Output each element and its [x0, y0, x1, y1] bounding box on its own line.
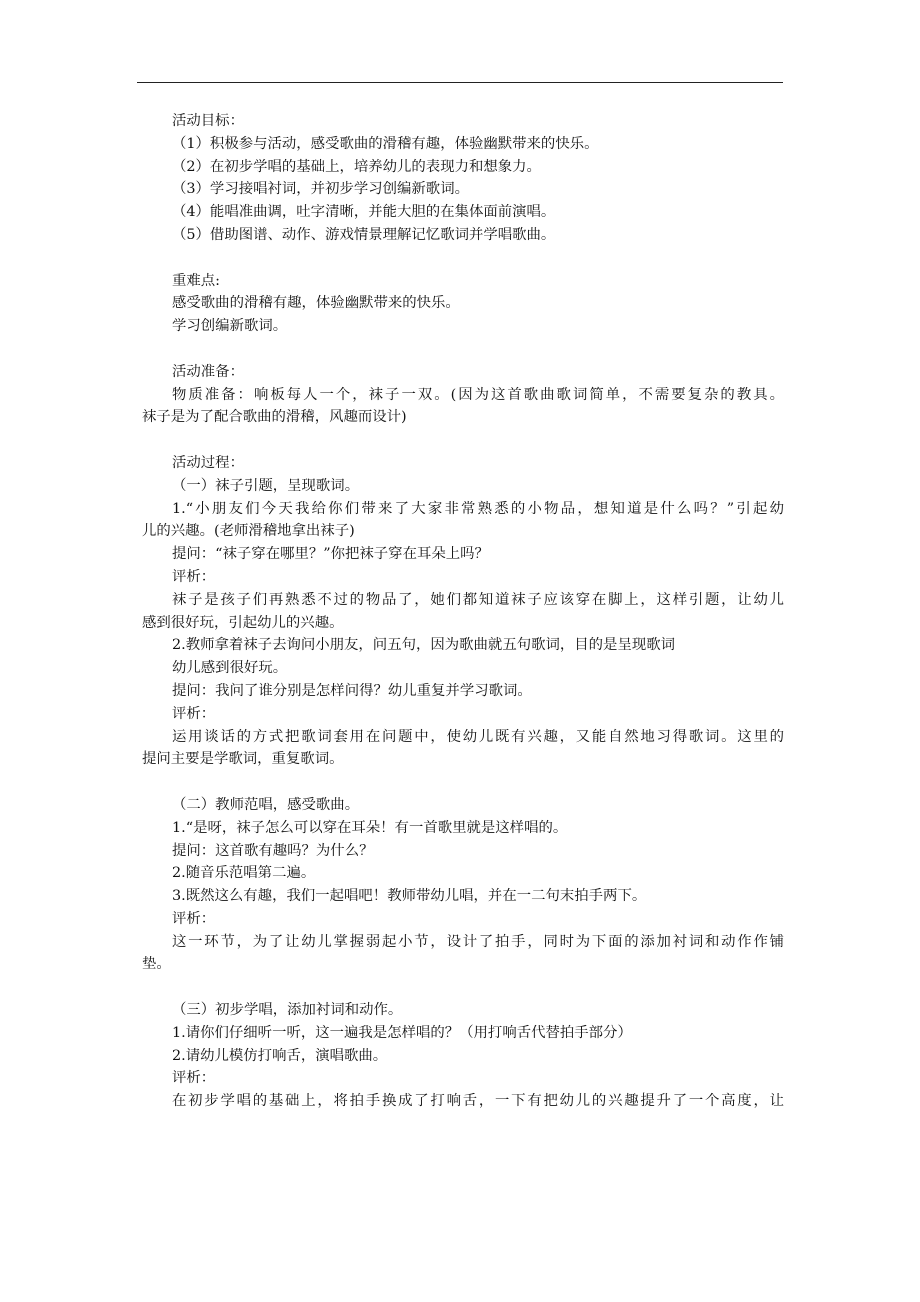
preparation-text: 袜子是为了配合歌曲的滑稽，风趣而设计) — [142, 409, 407, 426]
paragraph-line: 1.“小朋友们今天我给你们带来了大家非常熟悉的小物品，想知道是什么吗？”引起幼 — [172, 500, 784, 517]
paragraph-line: 儿的兴趣。(老师滑稽地拿出袜子) — [142, 523, 355, 540]
paragraph-line: 在初步学唱的基础上，将拍手换成了打响舌，一下有把幼儿的兴趣提升了一个高度，让 — [172, 1093, 784, 1110]
paragraph-line: 这一环节，为了让幼儿掌握弱起小节，设计了拍手，同时为下面的添加衬词和动作作铺 — [172, 933, 784, 950]
goal-item: （5）借助图谱、动作、游戏情景理解记忆歌词并学唱歌曲。 — [172, 226, 556, 243]
spacer — [142, 338, 784, 361]
comment-label: 评析： — [172, 705, 216, 722]
comment-label: 评析： — [172, 910, 216, 927]
paragraph-line: 提问主要是学歌词，重复歌词。 — [142, 751, 344, 768]
paragraph-line: 2.教师拿着袜子去询问小朋友，问五句，因为歌曲就五句歌词，目的是呈现歌词 — [172, 637, 676, 654]
key-points-heading: 重难点: — [172, 272, 221, 289]
key-point-item: 感受歌曲的滑稽有趣，体验幽默带来的快乐。 — [172, 295, 460, 312]
preparation-heading: 活动准备： — [172, 363, 244, 380]
goal-item: （2）在初步学唱的基础上，培养幼儿的表现力和想象力。 — [172, 158, 541, 175]
spacer — [142, 976, 784, 999]
paragraph-line: 2.随音乐范唱第二遍。 — [172, 865, 316, 882]
spacer — [142, 429, 784, 452]
document-body — [142, 110, 784, 1113]
spacer — [142, 771, 784, 794]
paragraph-line: 运用谈话的方式把歌词套用在问题中，使幼儿既有兴趣，又能自然地习得歌词。这里的 — [172, 728, 784, 745]
goals-heading: 活动目标： — [172, 113, 244, 129]
paragraph-line: 袜子是孩子们再熟悉不过的物品了，她们都知道袜子应该穿在脚上，这样引题，让幼儿 — [172, 591, 784, 608]
goal-item: （3）学习接唱衬词，并初步学习创编新歌词。 — [172, 181, 469, 198]
paragraph-line: 1.“是呀，袜子怎么可以穿在耳朵！有一首歌里就是这样唱的。 — [172, 819, 568, 836]
spacer — [142, 247, 784, 270]
comment-label: 评析： — [172, 1070, 216, 1087]
header-rule — [137, 82, 783, 83]
paragraph-line: 感到很好玩，引起幼儿的兴趣。 — [142, 614, 344, 631]
paragraph-line: 2.请幼儿模仿打响舌，演唱歌曲。 — [172, 1047, 388, 1064]
paragraph-line: 提问：“袜子穿在哪里？”你把袜子穿在耳朵上吗？ — [172, 546, 489, 563]
preparation-text: 物质准备：响板每人一个，袜子一双。(因为这首歌曲歌词简单，不需要复杂的教具。 — [172, 386, 784, 403]
paragraph-line: 垫。 — [142, 956, 171, 973]
paragraph-line: 1.请你们仔细听一听，这一遍我是怎样唱的？（用打响舌代替拍手部分） — [172, 1024, 632, 1041]
paragraph-line: 提问：我问了谁分别是怎样问得？幼儿重复并学习歌词。 — [172, 682, 532, 699]
goal-item: （1）积极参与活动，感受歌曲的滑稽有趣，体验幽默带来的快乐。 — [172, 135, 599, 152]
paragraph-line: 提问：这首歌有趣吗？为什么？ — [172, 842, 374, 859]
section-title: （一）袜子引题，呈现歌词。 — [172, 477, 360, 494]
comment-label: 评析： — [172, 568, 216, 585]
goal-item: （4）能唱准曲调，吐字清晰，并能大胆的在集体面前演唱。 — [172, 204, 556, 221]
section-title: （二）教师范唱，感受歌曲。 — [172, 796, 360, 813]
process-heading: 活动过程： — [172, 454, 244, 471]
key-point-item: 学习创编新歌词。 — [172, 318, 288, 335]
paragraph-line: 3.既然这么有趣，我们一起唱吧！教师带幼儿唱，并在一二句末拍手两下。 — [172, 888, 647, 905]
section-title: （三）初步学唱，添加衬词和动作。 — [172, 1002, 403, 1019]
paragraph-line: 幼儿感到很好玩。 — [172, 660, 288, 677]
